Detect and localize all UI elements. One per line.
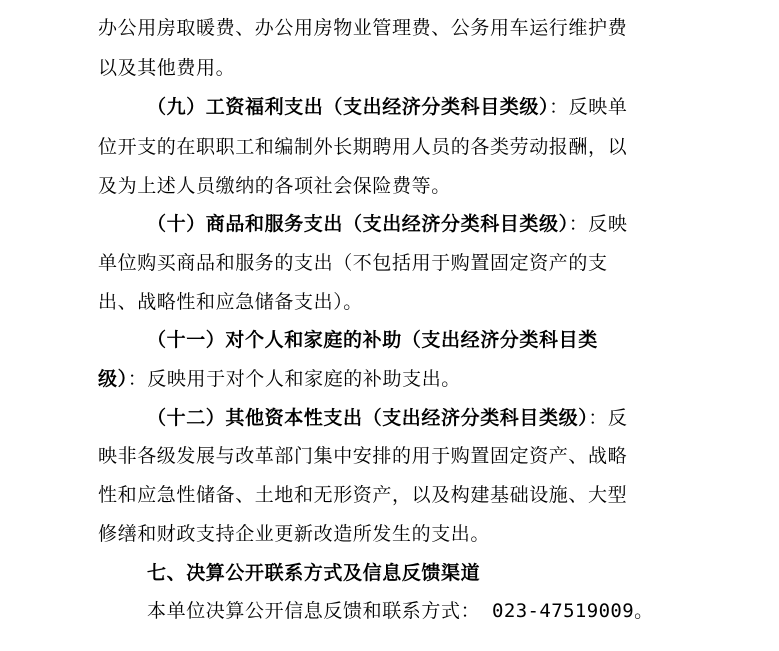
item-12-heading-line xyxy=(147,405,628,431)
paragraph-line xyxy=(98,482,627,508)
paragraph-line xyxy=(98,55,235,81)
item-11-title: （十一）对个人和家庭的补助（支出经济分类科目类 xyxy=(147,329,598,351)
text: 出、战略性和应急储备支出）。 xyxy=(98,291,363,313)
item-10-heading-line xyxy=(147,211,628,237)
paragraph-line xyxy=(98,134,627,160)
paragraph-line xyxy=(98,443,627,469)
item-11-heading-line xyxy=(147,327,598,353)
item-10-title: （十）商品和服务支出（支出经济分类科目类级） xyxy=(147,213,569,235)
paragraph-line xyxy=(98,250,608,276)
item-9-heading-line xyxy=(147,94,628,120)
contact-phone: 023-47519009。 xyxy=(480,600,654,622)
item-9-text: ：反映单 xyxy=(549,96,628,118)
text: 及为上述人员缴纳的各项社会保险费等。 xyxy=(98,175,451,197)
text: 映非各级发展与改革部门集中安排的用于购置固定资产、战略 xyxy=(98,445,628,467)
paragraph-line xyxy=(98,289,363,315)
paragraph-line xyxy=(98,173,451,199)
contact-label: 本单位决算公开信息反馈和联系方式： xyxy=(147,600,481,622)
text: 修缮和财政支持企业更新改造所发生的支出。 xyxy=(98,523,491,545)
contact-line xyxy=(147,598,654,624)
item-12-text: ：反 xyxy=(588,407,628,429)
paragraph-line xyxy=(98,366,461,392)
item-9-title: （九）工资福利支出（支出经济分类科目类级） xyxy=(147,96,550,118)
item-12-title: （十二）其他资本性支出（支出经济分类科目类级） xyxy=(147,407,589,429)
text: 单位购买商品和服务的支出（不包括用于购置固定资产的支 xyxy=(98,252,608,274)
section-7-title: 七、决算公开联系方式及信息反馈渠道 xyxy=(147,562,481,584)
item-10-text: ：反映 xyxy=(568,213,628,235)
text: 位开支的在职职工和编制外长期聘用人员的各类劳动报酬，以 xyxy=(98,136,628,158)
text: 性和应急性储备、土地和无形资产，以及构建基础设施、大型 xyxy=(98,484,628,506)
text: 办公用房取暖费、办公用房物业管理费、公务用车运行维护费 xyxy=(98,17,628,39)
section-7-heading xyxy=(147,560,480,586)
text: 以及其他费用。 xyxy=(98,57,236,79)
item-11-text: ：反映用于对个人和家庭的补助支出。 xyxy=(127,368,461,390)
paragraph-line xyxy=(98,15,627,41)
paragraph-line xyxy=(98,521,490,547)
item-11-title-cont: 级） xyxy=(98,368,128,390)
